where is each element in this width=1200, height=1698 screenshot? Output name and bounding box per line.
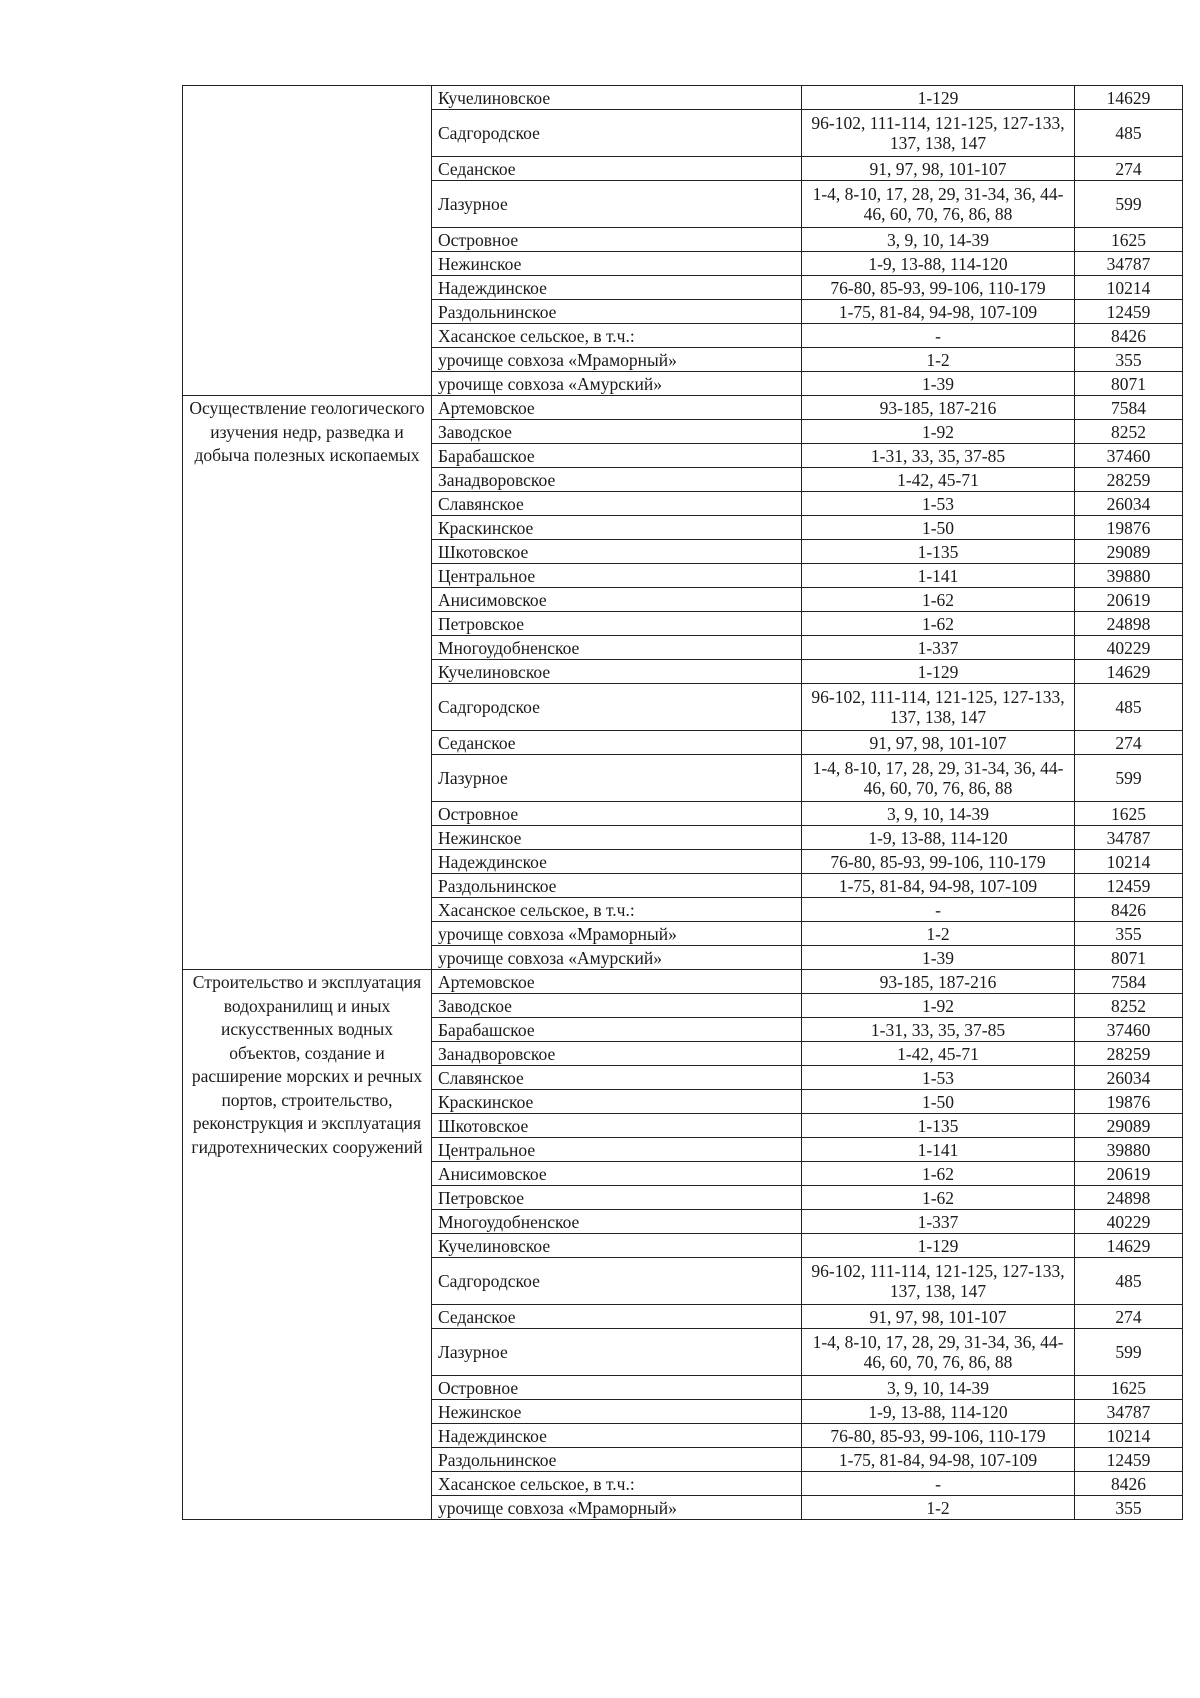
- area-cell: 29089: [1075, 540, 1183, 564]
- forestry-name-cell: урочище совхоза «Амурский»: [432, 946, 802, 970]
- forestry-name-cell: Занадворовское: [432, 468, 802, 492]
- forestry-name-cell: Седанское: [432, 731, 802, 755]
- forestry-name-cell: Занадворовское: [432, 1042, 802, 1066]
- quarters-cell: 3, 9, 10, 14-39: [802, 228, 1075, 252]
- quarters-cell: 1-129: [802, 86, 1075, 110]
- area-cell: 355: [1075, 348, 1183, 372]
- area-cell: 34787: [1075, 826, 1183, 850]
- quarters-cell: 1-9, 13-88, 114-120: [802, 252, 1075, 276]
- forestry-name-cell: Седанское: [432, 1305, 802, 1329]
- quarters-cell: 1-337: [802, 1210, 1075, 1234]
- area-cell: 20619: [1075, 1162, 1183, 1186]
- area-cell: 26034: [1075, 492, 1183, 516]
- forestry-name-cell: Краскинское: [432, 1090, 802, 1114]
- forestry-name-cell: Барабашское: [432, 444, 802, 468]
- area-cell: 10214: [1075, 276, 1183, 300]
- area-cell: 19876: [1075, 1090, 1183, 1114]
- quarters-cell: 76-80, 85-93, 99-106, 110-179: [802, 1424, 1075, 1448]
- area-cell: 14629: [1075, 1234, 1183, 1258]
- quarters-cell: 1-53: [802, 492, 1075, 516]
- forestry-name-cell: Надеждинское: [432, 850, 802, 874]
- quarters-cell: 3, 9, 10, 14-39: [802, 1376, 1075, 1400]
- forestry-name-cell: урочище совхоза «Мраморный»: [432, 1496, 802, 1520]
- forestry-name-cell: Кучелиновское: [432, 1234, 802, 1258]
- forestry-name-cell: Раздольнинское: [432, 874, 802, 898]
- quarters-cell: 1-4, 8-10, 17, 28, 29, 31-34, 36, 44-46, 60, 70, 76, 86, 88: [802, 755, 1075, 802]
- quarters-cell: 1-2: [802, 348, 1075, 372]
- forestry-name-cell: Лазурное: [432, 755, 802, 802]
- forestry-name-cell: Хасанское сельское, в т.ч.:: [432, 1472, 802, 1496]
- area-cell: 8426: [1075, 324, 1183, 348]
- forestry-name-cell: Островное: [432, 1376, 802, 1400]
- forestry-name-cell: Хасанское сельское, в т.ч.:: [432, 324, 802, 348]
- area-cell: 14629: [1075, 660, 1183, 684]
- purpose-cell: [183, 86, 432, 396]
- forestry-name-cell: Барабашское: [432, 1018, 802, 1042]
- quarters-cell: -: [802, 1472, 1075, 1496]
- area-cell: 485: [1075, 110, 1183, 157]
- area-cell: 28259: [1075, 1042, 1183, 1066]
- quarters-cell: 1-50: [802, 1090, 1075, 1114]
- purpose-cell: Осуществление геологического изучения недр, разведка и добыча полезных ископаемых: [183, 396, 432, 970]
- quarters-cell: 1-135: [802, 540, 1075, 564]
- quarters-cell: 1-31, 33, 35, 37-85: [802, 1018, 1075, 1042]
- quarters-cell: 93-185, 187-216: [802, 396, 1075, 420]
- area-cell: 28259: [1075, 468, 1183, 492]
- area-cell: 20619: [1075, 588, 1183, 612]
- quarters-cell: 91, 97, 98, 101-107: [802, 1305, 1075, 1329]
- forestry-name-cell: Многоудобненское: [432, 1210, 802, 1234]
- forestry-name-cell: Нежинское: [432, 252, 802, 276]
- forestry-name-cell: Садгородское: [432, 1258, 802, 1305]
- quarters-cell: 93-185, 187-216: [802, 970, 1075, 994]
- forestry-name-cell: Надеждинское: [432, 1424, 802, 1448]
- quarters-cell: 1-75, 81-84, 94-98, 107-109: [802, 874, 1075, 898]
- forestry-name-cell: Лазурное: [432, 181, 802, 228]
- quarters-cell: 1-62: [802, 1186, 1075, 1210]
- forestry-name-cell: Кучелиновское: [432, 86, 802, 110]
- forestry-name-cell: Заводское: [432, 420, 802, 444]
- forestry-name-cell: Кучелиновское: [432, 660, 802, 684]
- area-cell: 274: [1075, 1305, 1183, 1329]
- area-cell: 599: [1075, 755, 1183, 802]
- forestry-name-cell: Центральное: [432, 564, 802, 588]
- quarters-cell: 1-135: [802, 1114, 1075, 1138]
- quarters-cell: 1-50: [802, 516, 1075, 540]
- area-cell: 7584: [1075, 970, 1183, 994]
- area-cell: 8252: [1075, 420, 1183, 444]
- area-cell: 355: [1075, 922, 1183, 946]
- document-page: [182, 85, 1182, 1520]
- forestry-name-cell: Артемовское: [432, 396, 802, 420]
- area-cell: 8071: [1075, 946, 1183, 970]
- forestry-name-cell: Островное: [432, 228, 802, 252]
- quarters-cell: 1-39: [802, 372, 1075, 396]
- area-cell: 37460: [1075, 1018, 1183, 1042]
- area-cell: 14629: [1075, 86, 1183, 110]
- area-cell: 485: [1075, 1258, 1183, 1305]
- quarters-cell: 1-75, 81-84, 94-98, 107-109: [802, 300, 1075, 324]
- area-cell: 8071: [1075, 372, 1183, 396]
- area-cell: 7584: [1075, 396, 1183, 420]
- forestry-name-cell: Петровское: [432, 1186, 802, 1210]
- forestry-name-cell: Краскинское: [432, 516, 802, 540]
- table-body: [183, 86, 1183, 1520]
- forestry-name-cell: Анисимовское: [432, 1162, 802, 1186]
- quarters-cell: 1-4, 8-10, 17, 28, 29, 31-34, 36, 44-46, 60, 70, 76, 86, 88: [802, 1329, 1075, 1376]
- forestry-name-cell: Шкотовское: [432, 540, 802, 564]
- area-cell: 599: [1075, 1329, 1183, 1376]
- area-cell: 1625: [1075, 228, 1183, 252]
- area-cell: 37460: [1075, 444, 1183, 468]
- area-cell: 40229: [1075, 636, 1183, 660]
- area-cell: 599: [1075, 181, 1183, 228]
- forestry-name-cell: Центральное: [432, 1138, 802, 1162]
- forestry-name-cell: Раздольнинское: [432, 1448, 802, 1472]
- forestry-name-cell: урочище совхоза «Мраморный»: [432, 348, 802, 372]
- quarters-cell: -: [802, 324, 1075, 348]
- area-cell: 8426: [1075, 1472, 1183, 1496]
- forestry-name-cell: Нежинское: [432, 1400, 802, 1424]
- area-cell: 1625: [1075, 1376, 1183, 1400]
- quarters-cell: 1-42, 45-71: [802, 1042, 1075, 1066]
- quarters-cell: 1-92: [802, 994, 1075, 1018]
- area-cell: 24898: [1075, 1186, 1183, 1210]
- forestry-name-cell: Садгородское: [432, 110, 802, 157]
- forestry-name-cell: Артемовское: [432, 970, 802, 994]
- area-cell: 355: [1075, 1496, 1183, 1520]
- quarters-cell: 76-80, 85-93, 99-106, 110-179: [802, 850, 1075, 874]
- quarters-cell: 1-53: [802, 1066, 1075, 1090]
- area-cell: 8426: [1075, 898, 1183, 922]
- forestry-name-cell: Хасанское сельское, в т.ч.:: [432, 898, 802, 922]
- quarters-cell: 1-2: [802, 1496, 1075, 1520]
- area-cell: 1625: [1075, 802, 1183, 826]
- area-cell: 10214: [1075, 850, 1183, 874]
- quarters-cell: 1-62: [802, 612, 1075, 636]
- quarters-cell: 1-141: [802, 1138, 1075, 1162]
- area-cell: 8252: [1075, 994, 1183, 1018]
- area-cell: 29089: [1075, 1114, 1183, 1138]
- purpose-cell: Строительство и эксплуатация водохранилищ и иных искусственных водных объектов, создание и расширение морских и речных портов, строительство, реконструкция и эксплуатация гидротехнических сооружений: [183, 970, 432, 1520]
- forestry-name-cell: Садгородское: [432, 684, 802, 731]
- area-cell: 274: [1075, 731, 1183, 755]
- quarters-cell: 1-42, 45-71: [802, 468, 1075, 492]
- quarters-cell: 1-141: [802, 564, 1075, 588]
- forestry-name-cell: Заводское: [432, 994, 802, 1018]
- area-cell: 26034: [1075, 1066, 1183, 1090]
- quarters-cell: 91, 97, 98, 101-107: [802, 731, 1075, 755]
- forestry-name-cell: Лазурное: [432, 1329, 802, 1376]
- forestry-name-cell: Петровское: [432, 612, 802, 636]
- quarters-cell: 96-102, 111-114, 121-125, 127-133, 137, 138, 147: [802, 1258, 1075, 1305]
- area-cell: 12459: [1075, 874, 1183, 898]
- forestry-name-cell: Островное: [432, 802, 802, 826]
- area-cell: 24898: [1075, 612, 1183, 636]
- forestry-name-cell: Шкотовское: [432, 1114, 802, 1138]
- quarters-cell: 1-9, 13-88, 114-120: [802, 826, 1075, 850]
- quarters-cell: 76-80, 85-93, 99-106, 110-179: [802, 276, 1075, 300]
- forestry-name-cell: урочище совхоза «Мраморный»: [432, 922, 802, 946]
- quarters-cell: 1-129: [802, 660, 1075, 684]
- quarters-cell: 1-337: [802, 636, 1075, 660]
- quarters-cell: 1-31, 33, 35, 37-85: [802, 444, 1075, 468]
- quarters-cell: 1-75, 81-84, 94-98, 107-109: [802, 1448, 1075, 1472]
- area-cell: 40229: [1075, 1210, 1183, 1234]
- quarters-cell: 1-62: [802, 1162, 1075, 1186]
- forestry-name-cell: Многоудобненское: [432, 636, 802, 660]
- quarters-cell: 96-102, 111-114, 121-125, 127-133, 137, 138, 147: [802, 110, 1075, 157]
- quarters-cell: 3, 9, 10, 14-39: [802, 802, 1075, 826]
- area-cell: 485: [1075, 684, 1183, 731]
- quarters-cell: 1-129: [802, 1234, 1075, 1258]
- forestry-name-cell: Раздольнинское: [432, 300, 802, 324]
- area-cell: 274: [1075, 157, 1183, 181]
- forestry-name-cell: Славянское: [432, 1066, 802, 1090]
- area-cell: 19876: [1075, 516, 1183, 540]
- area-cell: 34787: [1075, 252, 1183, 276]
- forestry-name-cell: урочище совхоза «Амурский»: [432, 372, 802, 396]
- area-cell: 39880: [1075, 564, 1183, 588]
- area-cell: 10214: [1075, 1424, 1183, 1448]
- table-row: [183, 396, 1183, 420]
- forestry-name-cell: Нежинское: [432, 826, 802, 850]
- quarters-cell: 91, 97, 98, 101-107: [802, 157, 1075, 181]
- quarters-cell: 1-9, 13-88, 114-120: [802, 1400, 1075, 1424]
- quarters-cell: -: [802, 898, 1075, 922]
- quarters-cell: 1-2: [802, 922, 1075, 946]
- forestry-name-cell: Анисимовское: [432, 588, 802, 612]
- forestry-name-cell: Седанское: [432, 157, 802, 181]
- area-cell: 39880: [1075, 1138, 1183, 1162]
- quarters-cell: 1-92: [802, 420, 1075, 444]
- area-cell: 12459: [1075, 1448, 1183, 1472]
- forestry-name-cell: Надеждинское: [432, 276, 802, 300]
- table-row: [183, 86, 1183, 110]
- table-row: [183, 970, 1183, 994]
- area-cell: 34787: [1075, 1400, 1183, 1424]
- quarters-cell: 1-39: [802, 946, 1075, 970]
- forestry-name-cell: Славянское: [432, 492, 802, 516]
- forestry-table: [182, 85, 1183, 1520]
- quarters-cell: 96-102, 111-114, 121-125, 127-133, 137, 138, 147: [802, 684, 1075, 731]
- area-cell: 12459: [1075, 300, 1183, 324]
- quarters-cell: 1-4, 8-10, 17, 28, 29, 31-34, 36, 44-46, 60, 70, 76, 86, 88: [802, 181, 1075, 228]
- quarters-cell: 1-62: [802, 588, 1075, 612]
